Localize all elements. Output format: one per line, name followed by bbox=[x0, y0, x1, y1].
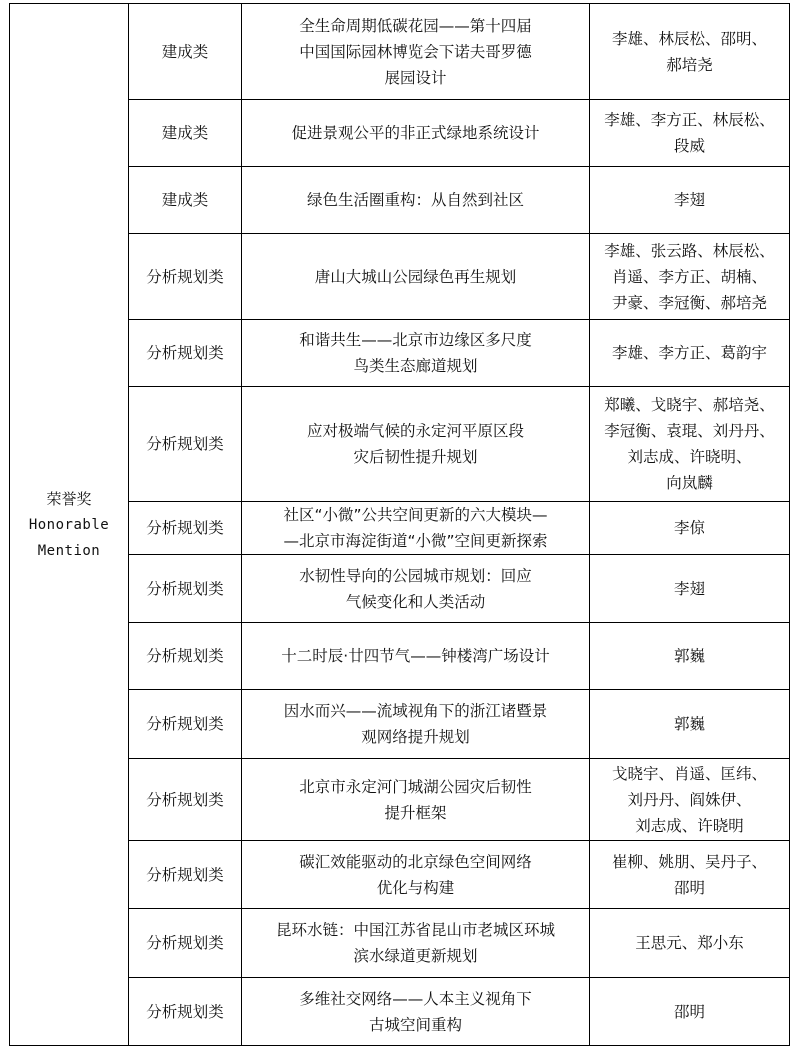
project-title-line: 提升框架 bbox=[384, 803, 447, 822]
authors-line: 王思元、郑小东 bbox=[635, 934, 744, 952]
authors-line: 段威 bbox=[673, 137, 705, 155]
authors-line: 郝培尧 bbox=[666, 55, 713, 74]
authors-line: 李雄、李方正、林辰松、 bbox=[604, 111, 775, 129]
project-title-line: 社区“小微”公共空间更新的六大模块— bbox=[283, 506, 548, 524]
project-title-cell bbox=[242, 555, 590, 623]
category-label: 分析规划类 bbox=[146, 934, 224, 952]
authors-cell bbox=[590, 690, 790, 759]
authors-cell bbox=[590, 234, 790, 320]
award-name-en: Honorable bbox=[28, 516, 110, 533]
project-title-line: 优化与构建 bbox=[376, 878, 455, 897]
category-cell bbox=[129, 759, 242, 841]
category-label: 分析规划类 bbox=[146, 435, 224, 453]
project-title-cell bbox=[242, 909, 590, 978]
project-title-line: 昆环水链：中国江苏省昆山市老城区环城 bbox=[275, 921, 555, 939]
project-title-cell bbox=[242, 623, 590, 690]
authors-line: 刘丹丹、阎姝伊、 bbox=[627, 790, 752, 809]
authors-line: 邵明 bbox=[673, 878, 705, 897]
authors-line: 向岚麟 bbox=[666, 474, 713, 492]
project-title-cell bbox=[242, 320, 590, 387]
project-title-cell bbox=[242, 690, 590, 759]
authors-cell bbox=[590, 100, 790, 167]
category-cell bbox=[129, 234, 242, 320]
award-cell bbox=[10, 4, 129, 1046]
category-cell bbox=[129, 978, 242, 1046]
authors-line: 李冠衡、袁琨、刘丹丹、 bbox=[604, 422, 775, 440]
category-cell bbox=[129, 387, 242, 502]
authors-line: 肖遥、李方正、胡楠、 bbox=[611, 267, 767, 286]
project-title-cell bbox=[242, 387, 590, 502]
category-cell bbox=[129, 555, 242, 623]
authors-cell bbox=[590, 320, 790, 387]
category-cell bbox=[129, 100, 242, 167]
authors-cell bbox=[590, 387, 790, 502]
project-title-line: 气候变化和人类活动 bbox=[345, 592, 486, 611]
project-title-line: 碳汇效能驱动的北京绿色空间网络 bbox=[299, 852, 532, 871]
authors-line: 郭巍 bbox=[673, 647, 705, 665]
category-cell bbox=[129, 320, 242, 387]
project-title-line: 展园设计 bbox=[384, 68, 447, 87]
project-title-cell bbox=[242, 759, 590, 841]
project-title-line: 古城空间重构 bbox=[368, 1015, 462, 1034]
award-name-en: Mention bbox=[37, 542, 101, 559]
authors-cell bbox=[590, 759, 790, 841]
project-title-cell bbox=[242, 502, 590, 555]
authors-cell bbox=[590, 623, 790, 690]
category-cell bbox=[129, 167, 242, 234]
category-label: 分析规划类 bbox=[146, 647, 224, 665]
project-title-line: 和谐共生——北京市边缘区多尺度 bbox=[299, 331, 532, 349]
category-label: 分析规划类 bbox=[146, 865, 224, 884]
award-name-zh: 荣誉奖 bbox=[46, 489, 92, 508]
authors-line: 邵明 bbox=[673, 1002, 705, 1021]
authors-cell bbox=[590, 502, 790, 555]
category-label: 分析规划类 bbox=[146, 715, 224, 733]
authors-cell bbox=[590, 555, 790, 623]
authors-line: 李雄、李方正、葛韵宇 bbox=[611, 344, 767, 362]
authors-cell bbox=[590, 841, 790, 909]
project-title-line: 多维社交网络——人本主义视角下 bbox=[299, 989, 532, 1008]
project-title-line: 全生命周期低碳花园——第十四届 bbox=[299, 16, 532, 35]
project-title-cell bbox=[242, 234, 590, 320]
category-label: 分析规划类 bbox=[146, 267, 224, 286]
authors-line: 戈晓宇、肖遥、匡纬、 bbox=[611, 764, 767, 783]
category-label: 建成类 bbox=[161, 191, 209, 209]
project-title-cell bbox=[242, 100, 590, 167]
authors-line: 李雄、张云路、林辰松、 bbox=[604, 241, 775, 260]
category-cell bbox=[129, 690, 242, 759]
project-title-line: 水韧性导向的公园城市规划：回应 bbox=[299, 566, 532, 585]
authors-line: 李倞 bbox=[673, 519, 705, 537]
project-title-line: 唐山大城山公园绿色再生规划 bbox=[314, 267, 517, 286]
category-cell bbox=[129, 502, 242, 555]
project-title-cell bbox=[242, 978, 590, 1046]
project-title-line: 中国国际园林博览会下诺夫哥罗德 bbox=[299, 42, 532, 61]
authors-line: 崔柳、姚朋、吴丹子、 bbox=[611, 852, 767, 871]
category-label: 分析规划类 bbox=[146, 344, 224, 362]
project-title-line: 因水而兴——流域视角下的浙江诸暨景 bbox=[283, 702, 548, 720]
project-title-cell bbox=[242, 167, 590, 234]
authors-cell bbox=[590, 167, 790, 234]
category-label: 分析规划类 bbox=[146, 519, 224, 537]
project-title-line: 滨水绿道更新规划 bbox=[353, 947, 478, 965]
authors-line: 郭巍 bbox=[673, 715, 705, 733]
table-row bbox=[10, 4, 790, 100]
authors-line: 刘志成、许晓明、 bbox=[627, 448, 752, 466]
category-cell bbox=[129, 841, 242, 909]
authors-cell bbox=[590, 4, 790, 100]
project-title-cell bbox=[242, 4, 590, 100]
authors-cell bbox=[590, 909, 790, 978]
category-cell bbox=[129, 4, 242, 100]
project-title-line: 应对极端气候的永定河平原区段 bbox=[306, 422, 524, 440]
project-title-line: —北京市海淀街道“小微”空间更新探索 bbox=[283, 532, 548, 550]
project-title-line: 绿色生活圈重构：从自然到社区 bbox=[306, 191, 524, 209]
authors-line: 刘志成、许晓明 bbox=[635, 816, 744, 835]
authors-line: 尹豪、李冠衡、郝培尧 bbox=[611, 293, 767, 312]
project-title-line: 鸟类生态廊道规划 bbox=[353, 357, 478, 375]
project-title-line: 灾后韧性提升规划 bbox=[353, 448, 478, 466]
project-title-line: 十二时辰·廿四节气——钟楼湾广场设计 bbox=[281, 647, 550, 665]
category-label: 分析规划类 bbox=[146, 790, 224, 809]
project-title-line: 促进景观公平的非正式绿地系统设计 bbox=[291, 124, 540, 142]
category-label: 建成类 bbox=[161, 42, 209, 61]
authors-line: 李雄、林辰松、邵明、 bbox=[611, 29, 767, 48]
category-label: 分析规划类 bbox=[146, 1002, 224, 1021]
category-label: 建成类 bbox=[161, 124, 209, 142]
project-title-line: 观网络提升规划 bbox=[361, 728, 470, 746]
awards-table bbox=[9, 3, 790, 1046]
category-cell bbox=[129, 623, 242, 690]
authors-cell bbox=[590, 978, 790, 1046]
authors-line: 李翅 bbox=[673, 579, 705, 598]
category-label: 分析规划类 bbox=[146, 579, 224, 598]
project-title-cell bbox=[242, 841, 590, 909]
authors-line: 郑曦、戈晓宇、郝培尧、 bbox=[604, 396, 775, 414]
authors-line: 李翅 bbox=[673, 191, 705, 209]
project-title-line: 北京市永定河门城湖公园灾后韧性 bbox=[299, 777, 532, 796]
category-cell bbox=[129, 909, 242, 978]
